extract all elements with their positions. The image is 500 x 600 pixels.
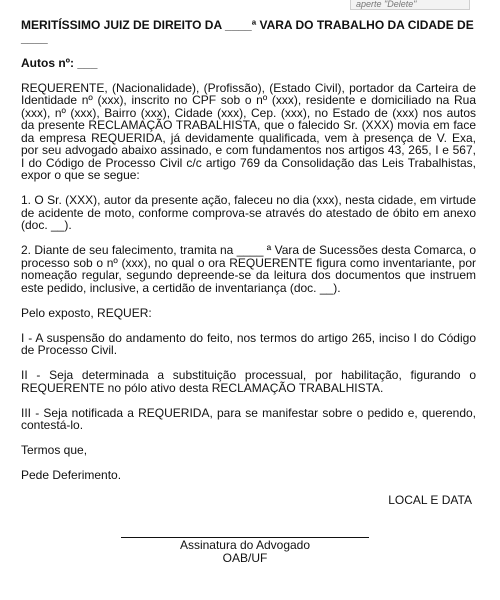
petition-document <box>21 19 476 507</box>
request-intro: Pelo exposto, REQUER: <box>21 305 152 320</box>
request-item-ii: II - Seja determinada a substituição processual, por habilitação, figurando o REQUERENTE no pólo ativo desta RECLAMAÇÃO TRABALHISTA. <box>21 368 476 395</box>
paragraph-1: 1. O Sr. (XXX), autor da presente ação, faleceu no dia (xxx), nesta cidade, em virtude de acidente de moto, conforme comprova-se através do atestado de óbito em anexo (doc. __). <box>21 193 476 232</box>
document-heading: MERITÍSSIMO JUIZ DE DIREITO DA ____ª VARA DO TRABALHO DA CIDADE DE ____ <box>21 18 474 45</box>
signature-label: Assinatura do Advogado <box>179 538 311 552</box>
intro-paragraph: REQUERENTE, (Nacionalidade), (Profissão), (Estado Civil), portador da Carteira de Identidade nº (xxx), inscrito no CPF sob o nº (xxx), residente e domiciliado na Rua (xxx), nº (xxx), Bairro (xxx), Cidade (xxx), Cep. (xxx), no Estado de (xxx) nos autos da presente RECLAMAÇÃO TRABALHISTA, que o falecido Sr. (XXX) movia em face da empresa REQUERIDA, já devidamente qualificada, vem à presença de V. Exa, por seu advogado abaixo assinado, e com fundamentos nos artigos 43, 265, I e 567, I do Código de Processo Civil c/c artigo 769 da Consolidação das Leis Trabalhistas, expor o que se segue: <box>21 80 476 182</box>
closing-termos: Termos que, <box>21 443 88 457</box>
closing-deferimento: Pede Deferimento. <box>21 468 122 482</box>
autos-number: Autos nº: ___ <box>21 55 98 70</box>
oab-label: OAB/UF <box>222 550 268 565</box>
delete-hint-tab: aperte "Delete" <box>350 0 470 10</box>
local-date: LOCAL E DATA <box>388 493 472 507</box>
request-item-iii: III - Seja notificada a REQUERIDA, para se manifestar sobre o pedido e, querendo, contestá-lo. <box>21 405 476 432</box>
signature-block <box>121 539 369 564</box>
paragraph-2: 2. Diante de seu falecimento, tramita na ____ ª Vara de Sucessões desta Comarca, o processo sob o nº (xxx), no qual o ora REQUERENTE figura como inventariante, por nomeação regular, segundo depreende-se da leitura dos documentos que instruem este pedido, inclusive, a certidão de inventariança (doc. __). <box>21 243 476 295</box>
request-item-i: I - A suspensão do andamento do feito, nos termos do artigo 265, inciso I do Código de Processo Civil. <box>21 330 476 357</box>
